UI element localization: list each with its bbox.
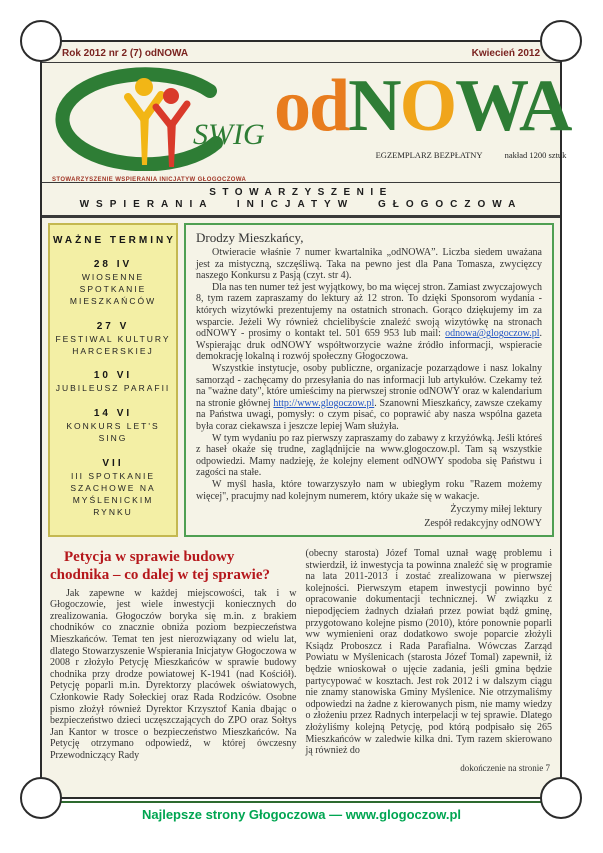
article-text-left: Jak zapewne w każdej miejscowości, tak i w Głogoczowie, jest wiele inwestycji koniecznych do zrealizowania. Głogoczów boryka się m.in. z brakiem chodników co znacznie obniża poziom bezpieczeństwa Mieszkańców. Temat ten jest nierozwiązany od wielu lat, dlatego Stowarzyszenie Wspierania Inicjatyw Głogoczowa w 2008 r złożyło Petycję Mieszkańców w sprawie budowy chodnika przy drodze powiatowej K-1941 (nad Kościół). Petycję poparli m.in. Dyrektorzy placówek oświatowych, Członkowie Rady Sołeckiej oraz Rada Rodziców. Osobne pismo złożył również Dyrektor Krzysztof Kania dbając o bezpieczeństwo dzieci uczęszczających do ZPO oraz Sołtys Jan Kantor w trosce o bezpieczeństwo Mieszkańców. Na Petycję otrzymano odpowiedź, w której ówczesny Przewodniczący Rady [50, 587, 297, 761]
important-dates-sidebar [48, 223, 178, 537]
event-item [53, 408, 173, 445]
footer-divider [40, 801, 562, 803]
event-date: 28 IV [93, 259, 133, 270]
circulation-label: nakład 1200 sztuk [504, 150, 567, 161]
letter-salutation: Drodzy Mieszkańcy, [196, 230, 304, 245]
content-row [42, 218, 560, 542]
letter-text: . Wspierając druk odNOWY współtworzycie ważne źródło informacji, wspieracie demokrację lokalną i rozwój społeczny Głogoczowa. [196, 328, 542, 363]
title-a: A [518, 65, 571, 147]
event-date: VII [102, 458, 124, 470]
event-name: KONKURS LET'S SING [66, 421, 160, 444]
letter-signoff-line1: Życzymy miłej lektury [450, 504, 542, 516]
event-name: WIOSENNE SPOTKANIE MIESZKAŃCÓW [69, 272, 157, 306]
article-title: Petycja w sprawie budowy chodnika – co dalej w tej sprawie? [50, 549, 270, 584]
article-column-left [50, 548, 297, 773]
continuation-note: dokończenie na stronie 7 [460, 762, 550, 773]
letter-paragraph [196, 363, 542, 433]
letter-text: . Szanowni Mieszkańcy, zawsze czekamy na Państwa uwagi, pomysły: o czym pisać, co poprawić aby nasza wspólna gazeta była coraz ciekawsza i jeszcze lepiej Wam służyła. [196, 397, 542, 432]
swig-logo [48, 67, 274, 182]
event-date: 14 VI [93, 408, 133, 420]
event-item [53, 370, 173, 395]
letter-text: Wszystkie instytucje, osoby publiczne, organizacje pozarządowe i nasz lokalny samorząd - zachęcamy do przesyłania do nas informacji lub artykułów. Czekamy też na "ważne daty", które umieścimy na pierwszej stronie odNOWY oraz w kalendarium na stronie głównej [196, 363, 542, 409]
article-columns [50, 548, 552, 773]
event-name: III SPOTKANIE SZACHOWE NA MYŚLENICKIM RYNKU [70, 471, 156, 517]
masthead-title-block [274, 67, 570, 182]
corner-flourish [20, 777, 62, 819]
newsletter-title [274, 65, 571, 147]
event-item [53, 321, 173, 358]
corner-flourish [540, 777, 582, 819]
masthead [42, 63, 571, 183]
letter-paragraph [196, 282, 542, 363]
free-copy-label: EGZEMPLARZ BEZPŁATNY [375, 150, 483, 161]
swig-logo-text: SWIG [193, 118, 265, 151]
letter-paragraph: W myśl hasła, które towarzyszyło nam w ubiegłym roku "Razem możemy więcej", pracujmy nad kolejnym numerem, który ukaże się w wakacje. [196, 478, 542, 502]
letter-paragraph: Otwieracie właśnie 7 numer kwartalnika „odNOWA”. Liczba siedem uważana jest za mistyczną, szczęśliwą. Taka na pewno jest dla Pana Tomasza, zwycięzcy naszego Konkursu z Pasją (czyt. str 4). [196, 247, 542, 282]
title-n: N [348, 65, 400, 147]
swig-logo-icon [48, 67, 274, 171]
letter-signoff-line2: Zespół redakcyjny odNOWY [424, 517, 542, 529]
free-copy-line [376, 150, 571, 160]
association-heading-line2: WSPIERANIA INICJATYW GŁOGOCZOWA [79, 199, 523, 210]
article-column-right [306, 548, 553, 773]
footer-site-link[interactable]: Najlepsze strony Głogoczowa — www.glogoczow.pl [141, 807, 461, 822]
event-name: JUBILEUSZ PARAFII [55, 383, 171, 394]
association-caption: STOWARZYSZENIE WSPIERANIA INICJATYW GŁOGOCZOWA [52, 177, 247, 183]
event-date: 10 VI [93, 370, 133, 382]
event-name: FESTIWAL KULTURY HARCERSKIEJ [55, 333, 171, 356]
newsletter-page [40, 40, 571, 799]
issue-date: Kwiecień 2012 [471, 48, 540, 59]
title-o: O [399, 65, 456, 147]
association-heading [42, 182, 560, 218]
email-link[interactable]: odnowa@glogoczow.pl [445, 328, 540, 340]
letter-text: Dla nas ten numer też jest wyjątkowy, bo ma więcej stron. Zamiast zwyczajowych 8, tym razem zapraszamy do lektury aż 12 stron. To dzięki Sponsorom wydania - których wizytówki prezentujemy na ostatnich stronach. Gorąco dziękujemy im za wsparcie. Jeżeli Wy również chcielibyście znaleźć swoją wizytówkę na stronach odNOWY - prosimy o kontakt tel. 501 659 953 lub mail: [196, 281, 542, 340]
article-section [42, 542, 560, 773]
sidebar-title: WAŻNE TERMINY [53, 235, 176, 246]
event-date: 27 V [96, 320, 130, 332]
event-item [53, 259, 173, 308]
title-od: od [274, 65, 349, 147]
issue-number: Rok 2012 nr 2 (7) odNOWA [62, 48, 189, 59]
title-w: W [455, 65, 519, 147]
article-text-right: (obecny starosta) Józef Tomal uznał wagę problemu i stwierdził, iż inwestycja ta powinna znaleźć się w programie na lata 2011-2013 i zostać zrealizowana w pierwszej kolejności. Pierwszym etapem inwestycji powinno być opracowanie dokumentacji technicznej. W związku z niepodjęciem żadnych działań przez powiat bądź gminę, przygotowano kolejne pismo (2010), które ponownie poparli ww wymienieni oraz dodatkowo swoje poparcie złożyli Ksiądz Proboszcz i Rada Parafialna. Wówczas Zarząd Powiatu w Myślenicach (starosta Józef Tomal) zapewnił, iż będzie wnioskował o ujęcie zadania, jeśli gmina będzie partycypować w kosztach. Jest rok 2012 i w dalszym ciągu nie znamy stanowiska Gminy Myślenice. Nie otrzymaliśmy odpowiedzi na żadne z kierowanych pism, nie mamy wiedzy o złożeniu przez Radnych interpelacji w tej sprawie. Dlatego złożyliśmy kolejną Petycję, pod którą podpisało się 265 Mieszkańców w zaledwie kilka dni. Tym razem skierowano ją również do [305, 548, 552, 757]
letter-paragraph: W tym wydaniu po raz pierwszy zapraszamy do zabawy z krzyżówką. Jeśli któreś z haseł okaże się trudne, zaglądnijcie na www.glogoczow.pl. Tam są wszystkie odpowiedzi. Mamy nadzieję, że kolejny element odNOWY spodoba się Państwu i zagości na stałe. [196, 432, 542, 479]
event-item [53, 458, 173, 519]
website-link[interactable]: http://www.glogoczow.pl [273, 397, 375, 409]
association-heading-line1: STOWARZYSZENIE [209, 187, 393, 198]
editorial-letter [184, 223, 554, 537]
issue-header [42, 42, 560, 63]
